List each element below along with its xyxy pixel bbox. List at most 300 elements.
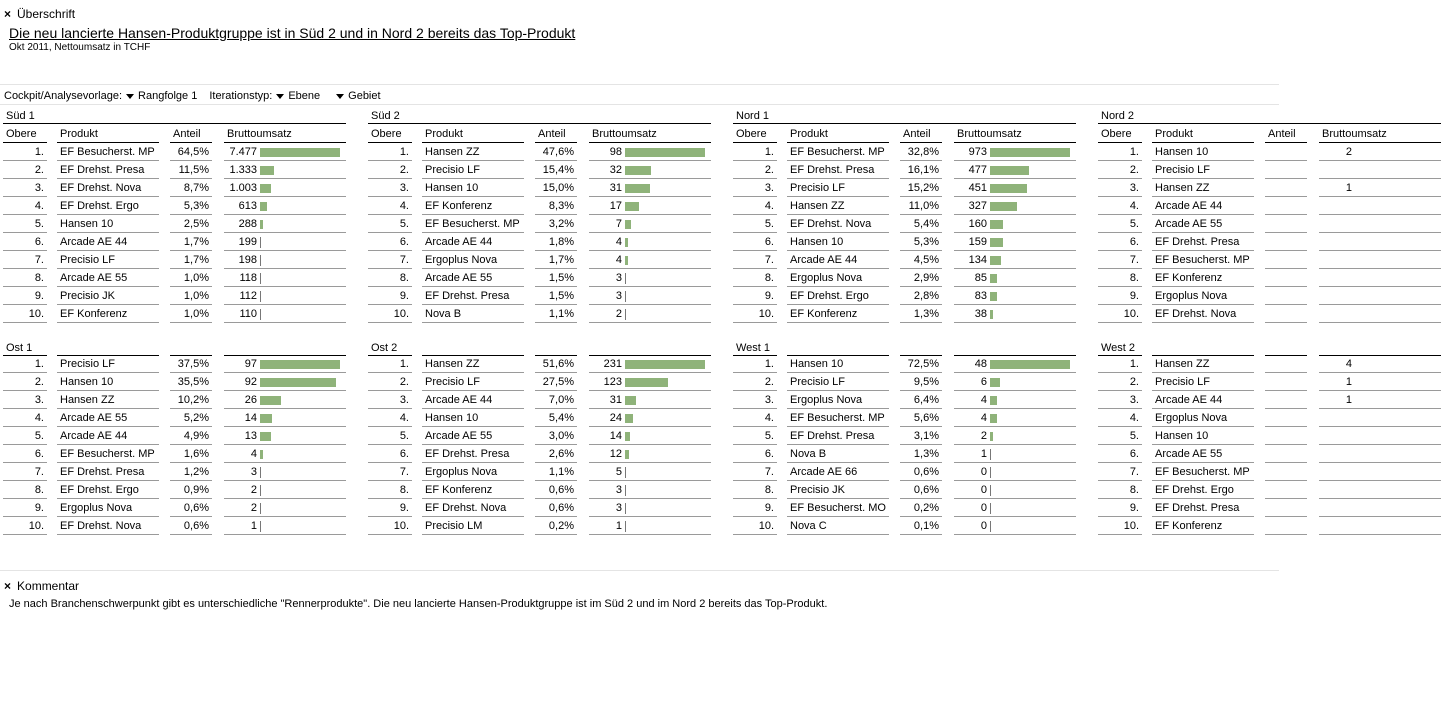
- product-cell[interactable]: Arcade AE 55: [57, 410, 159, 427]
- gross-cell: [589, 198, 711, 215]
- share-cell: [1265, 392, 1307, 409]
- product-cell[interactable]: Hansen 10: [422, 180, 524, 197]
- gross-cell: [224, 216, 346, 233]
- product-cell[interactable]: Arcade AE 44: [422, 392, 524, 409]
- share-cell: [1265, 410, 1307, 427]
- gross-value: 1: [615, 520, 622, 532]
- gross-value: 5: [615, 466, 622, 478]
- share-cell: 64,5%: [170, 144, 212, 161]
- share-cell: 15,2%: [900, 180, 942, 197]
- gross-cell: [589, 252, 711, 269]
- gross-bar: [990, 432, 993, 441]
- gross-value: 2: [980, 430, 987, 442]
- gross-cell: [224, 518, 346, 535]
- product-cell[interactable]: EF Konferenz: [57, 306, 159, 323]
- product-cell[interactable]: Arcade AE 44: [1152, 198, 1254, 215]
- product-cell[interactable]: Hansen ZZ: [422, 144, 524, 161]
- rank-cell: 10.: [3, 306, 47, 323]
- gross-bar: [990, 396, 997, 405]
- gross-bar: [260, 360, 340, 369]
- product-cell[interactable]: Hansen ZZ: [1152, 180, 1254, 197]
- region-title: Nord 2: [1101, 110, 1135, 122]
- share-cell: 5,3%: [170, 198, 212, 215]
- gross-cell: [589, 464, 711, 481]
- gross-cell: [589, 144, 711, 161]
- gross-cell: [589, 482, 711, 499]
- product-cell[interactable]: Arcade AE 44: [422, 234, 524, 251]
- gross-bar: [625, 503, 626, 514]
- column-header-gross[interactable]: Bruttoumsatz: [589, 126, 711, 143]
- gross-value: 26: [244, 394, 257, 406]
- rank-cell: 6.: [3, 446, 47, 463]
- product-cell[interactable]: Precisio LM: [422, 518, 524, 535]
- product-cell[interactable]: Hansen 10: [422, 410, 524, 427]
- close-icon[interactable]: ×: [4, 7, 12, 21]
- gross-cell: [1319, 518, 1441, 535]
- product-cell[interactable]: Hansen ZZ: [57, 392, 159, 409]
- gross-cell: [224, 446, 346, 463]
- region-underline: [733, 123, 1076, 124]
- product-cell[interactable]: Nova C: [787, 518, 889, 535]
- share-cell: [1265, 446, 1307, 463]
- gross-cell: [224, 162, 346, 179]
- close-icon[interactable]: ×: [4, 579, 12, 593]
- gross-cell: [224, 356, 346, 373]
- product-cell[interactable]: Nova B: [787, 446, 889, 463]
- product-cell[interactable]: Precisio LF: [422, 374, 524, 391]
- region-title: Ost 2: [371, 342, 398, 354]
- gross-cell: [589, 428, 711, 445]
- product-cell[interactable]: Ergoplus Nova: [787, 392, 889, 409]
- gross-cell: [224, 306, 346, 323]
- share-cell: 0,2%: [900, 500, 942, 517]
- product-cell[interactable]: EF Besucherst. MO: [787, 500, 889, 517]
- gross-bar: [625, 360, 705, 369]
- rank-cell: 3.: [733, 180, 777, 197]
- gross-value: 451: [968, 182, 987, 194]
- gross-cell: [1319, 392, 1441, 409]
- gross-value: 1: [1345, 394, 1352, 406]
- comment-section-header: [4, 579, 79, 593]
- share-cell: 2,5%: [170, 216, 212, 233]
- template-value[interactable]: Rangfolge 1: [138, 90, 198, 102]
- product-cell[interactable]: Hansen 10: [57, 216, 159, 233]
- product-cell[interactable]: Precisio JK: [57, 288, 159, 305]
- product-cell[interactable]: EF Besucherst. MP: [422, 216, 524, 233]
- rank-cell: 1.: [733, 144, 777, 161]
- rank-cell: 3.: [1098, 392, 1142, 409]
- share-cell: 1,1%: [535, 306, 577, 323]
- gross-value: 85: [974, 272, 987, 284]
- product-cell[interactable]: EF Drehst. Presa: [422, 288, 524, 305]
- region-title: West 2: [1101, 342, 1136, 354]
- gross-cell: [224, 144, 346, 161]
- product-cell[interactable]: Ergoplus Nova: [1152, 410, 1254, 427]
- share-cell: 3,0%: [535, 428, 577, 445]
- product-cell[interactable]: EF Drehst. Nova: [422, 500, 524, 517]
- product-cell[interactable]: Arcade AE 44: [57, 234, 159, 251]
- region-title: Ost 1: [6, 342, 33, 354]
- gross-cell: [1319, 180, 1441, 197]
- product-cell[interactable]: Ergoplus Nova: [422, 252, 524, 269]
- share-cell: [1265, 180, 1307, 197]
- rank-cell: 2.: [368, 162, 412, 179]
- share-cell: 5,4%: [900, 216, 942, 233]
- product-cell[interactable]: Precisio LF: [57, 356, 159, 373]
- gross-bar: [625, 184, 650, 193]
- gross-bar: [260, 148, 340, 157]
- column-header-rank[interactable]: Obere: [1098, 126, 1142, 143]
- gross-bar: [260, 255, 261, 266]
- share-cell: 1,0%: [170, 270, 212, 287]
- gross-cell: [1319, 410, 1441, 427]
- gross-value: 24: [609, 412, 622, 424]
- share-cell: [1265, 198, 1307, 215]
- gross-cell: [954, 464, 1076, 481]
- column-header-product[interactable]: Produkt: [57, 126, 159, 143]
- share-cell: 35,5%: [170, 374, 212, 391]
- product-cell[interactable]: Arcade AE 55: [422, 428, 524, 445]
- share-cell: [1265, 270, 1307, 287]
- rank-cell: 4.: [3, 198, 47, 215]
- gross-bar: [990, 148, 1070, 157]
- rank-cell: 9.: [368, 288, 412, 305]
- product-cell[interactable]: Hansen ZZ: [422, 356, 524, 373]
- product-cell[interactable]: EF Konferenz: [1152, 518, 1254, 535]
- share-cell: 1,7%: [170, 252, 212, 269]
- gross-cell: [589, 216, 711, 233]
- gross-value: 4: [980, 394, 987, 406]
- product-cell[interactable]: EF Besucherst. MP: [1152, 464, 1254, 481]
- gross-bar: [260, 503, 261, 514]
- region-underline: [3, 123, 346, 124]
- gross-bar: [625, 220, 631, 229]
- gross-cell: [1319, 500, 1441, 517]
- product-cell[interactable]: Precisio LF: [422, 162, 524, 179]
- column-header-product[interactable]: Produkt: [422, 126, 524, 143]
- column-header-rank[interactable]: Obere: [3, 126, 47, 143]
- product-cell[interactable]: EF Besucherst. MP: [787, 144, 889, 161]
- dimension-value[interactable]: Gebiet: [348, 90, 381, 102]
- gross-cell: [224, 234, 346, 251]
- column-header-gross[interactable]: Bruttoumsatz: [224, 126, 346, 143]
- share-cell: 5,3%: [900, 234, 942, 251]
- rank-cell: 1.: [1098, 144, 1142, 161]
- gross-cell: [954, 234, 1076, 251]
- product-cell[interactable]: EF Konferenz: [787, 306, 889, 323]
- product-cell[interactable]: EF Drehst. Presa: [57, 464, 159, 481]
- product-cell[interactable]: Precisio JK: [787, 482, 889, 499]
- column-header-product[interactable]: Produkt: [787, 126, 889, 143]
- divider: [0, 570, 1279, 571]
- divider: [0, 104, 1279, 105]
- gross-cell: [589, 270, 711, 287]
- rank-cell: 7.: [368, 464, 412, 481]
- gross-cell: [589, 374, 711, 391]
- product-cell[interactable]: Hansen 10: [787, 356, 889, 373]
- rank-cell: 10.: [733, 306, 777, 323]
- gross-value: 477: [968, 164, 987, 176]
- gross-cell: [224, 198, 346, 215]
- share-cell: 0,6%: [535, 482, 577, 499]
- product-cell[interactable]: EF Drehst. Ergo: [57, 198, 159, 215]
- rank-cell: 8.: [1098, 270, 1142, 287]
- gross-cell: [1319, 144, 1441, 161]
- share-cell: [1265, 252, 1307, 269]
- gross-cell: [954, 392, 1076, 409]
- column-header-share[interactable]: Anteil: [535, 126, 577, 143]
- rank-cell: 2.: [1098, 374, 1142, 391]
- product-cell[interactable]: EF Drehst. Nova: [787, 216, 889, 233]
- gross-bar: [990, 292, 997, 301]
- product-cell[interactable]: Arcade AE 66: [787, 464, 889, 481]
- gross-value: 2: [1345, 146, 1352, 158]
- product-cell[interactable]: EF Drehst. Presa: [57, 162, 159, 179]
- product-cell[interactable]: Hansen 10: [1152, 144, 1254, 161]
- gross-cell: [954, 306, 1076, 323]
- gross-value: 198: [238, 254, 257, 266]
- product-cell[interactable]: Ergoplus Nova: [422, 464, 524, 481]
- product-cell[interactable]: Precisio LF: [57, 252, 159, 269]
- rank-cell: 10.: [3, 518, 47, 535]
- product-cell[interactable]: EF Drehst. Presa: [422, 446, 524, 463]
- product-cell[interactable]: Arcade AE 55: [422, 270, 524, 287]
- product-cell[interactable]: EF Drehst. Ergo: [57, 482, 159, 499]
- product-cell[interactable]: EF Drehst. Presa: [1152, 234, 1254, 251]
- product-cell[interactable]: EF Drehst. Nova: [57, 180, 159, 197]
- product-cell[interactable]: Nova B: [422, 306, 524, 323]
- gross-value: 1: [1345, 182, 1352, 194]
- column-header-share[interactable]: Anteil: [900, 126, 942, 143]
- filter-bar: [4, 90, 381, 102]
- iteration-value[interactable]: Ebene: [288, 90, 321, 102]
- page-title[interactable]: Die neu lancierte Hansen-Produktgruppe ist in Süd 2 und in Nord 2 bereits das Top-Produkt: [9, 25, 576, 41]
- gross-bar: [625, 414, 633, 423]
- gross-cell: [1319, 270, 1441, 287]
- column-header-share[interactable]: Anteil: [170, 126, 212, 143]
- gross-cell: [954, 288, 1076, 305]
- product-cell[interactable]: Arcade AE 44: [1152, 392, 1254, 409]
- product-cell[interactable]: Precisio LF: [1152, 374, 1254, 391]
- product-cell[interactable]: EF Konferenz: [422, 482, 524, 499]
- gross-cell: [589, 288, 711, 305]
- gross-value: 160: [968, 218, 987, 230]
- rank-cell: 5.: [733, 428, 777, 445]
- dimension-dropdown-icon[interactable]: [336, 94, 344, 99]
- heading-section-header: [4, 7, 75, 21]
- rank-cell: 5.: [1098, 216, 1142, 233]
- rank-cell: 9.: [1098, 288, 1142, 305]
- share-cell: 8,7%: [170, 180, 212, 197]
- product-cell[interactable]: Ergoplus Nova: [1152, 288, 1254, 305]
- gross-cell: [1319, 216, 1441, 233]
- gross-value: 1: [1345, 376, 1352, 388]
- gross-cell: [1319, 306, 1441, 323]
- column-header-rank[interactable]: Obere: [733, 126, 777, 143]
- gross-value: 110: [239, 308, 257, 320]
- rank-cell: 2.: [733, 374, 777, 391]
- gross-bar: [625, 202, 639, 211]
- product-cell[interactable]: Arcade AE 55: [1152, 446, 1254, 463]
- product-cell[interactable]: EF Drehst. Presa: [787, 162, 889, 179]
- gross-bar: [625, 148, 705, 157]
- share-cell: 47,6%: [535, 144, 577, 161]
- rank-cell: 3.: [3, 180, 47, 197]
- share-cell: 1,7%: [170, 234, 212, 251]
- share-cell: 0,2%: [535, 518, 577, 535]
- gross-cell: [589, 234, 711, 251]
- share-cell: 1,0%: [170, 306, 212, 323]
- column-header-share[interactable]: Anteil: [1265, 126, 1307, 143]
- product-cell[interactable]: Precisio LF: [787, 180, 889, 197]
- rank-cell: 6.: [1098, 446, 1142, 463]
- page-subtitle: Okt 2011, Nettoumsatz in TCHF: [9, 42, 151, 53]
- gross-bar: [625, 396, 636, 405]
- rank-cell: 4.: [368, 198, 412, 215]
- gross-value: 38: [974, 308, 987, 320]
- gross-cell: [224, 270, 346, 287]
- share-cell: 2,6%: [535, 446, 577, 463]
- rank-cell: 4.: [1098, 410, 1142, 427]
- iteration-dropdown-icon[interactable]: [276, 94, 284, 99]
- rank-cell: 4.: [733, 410, 777, 427]
- gross-value: 12: [609, 448, 622, 460]
- column-header-gross[interactable]: Bruttoumsatz: [954, 126, 1076, 143]
- product-cell[interactable]: EF Besucherst. MP: [1152, 252, 1254, 269]
- product-cell[interactable]: EF Drehst. Nova: [57, 518, 159, 535]
- gross-bar: [260, 432, 271, 441]
- gross-cell: [954, 428, 1076, 445]
- product-cell[interactable]: EF Besucherst. MP: [57, 446, 159, 463]
- product-cell[interactable]: EF Besucherst. MP: [57, 144, 159, 161]
- product-cell[interactable]: EF Drehst. Presa: [1152, 500, 1254, 517]
- product-cell[interactable]: EF Drehst. Presa: [787, 428, 889, 445]
- share-cell: 1,2%: [170, 464, 212, 481]
- comment-text: Je nach Branchenschwerpunkt gibt es unterschiedliche "Rennerprodukte". Die neu lancierte Hansen-Produktgruppe ist im Süd 2 und im Nord 2 bereits das Top-Produkt.: [9, 598, 828, 610]
- product-cell[interactable]: Hansen 10: [1152, 428, 1254, 445]
- product-cell[interactable]: Precisio LF: [1152, 162, 1254, 179]
- rank-cell: 6.: [1098, 234, 1142, 251]
- gross-cell: [954, 198, 1076, 215]
- share-cell: 0,6%: [170, 500, 212, 517]
- rank-cell: 5.: [1098, 428, 1142, 445]
- share-cell: [1265, 356, 1307, 373]
- column-header-rank[interactable]: Obere: [368, 126, 412, 143]
- product-cell[interactable]: Ergoplus Nova: [787, 270, 889, 287]
- share-cell: 7,0%: [535, 392, 577, 409]
- rank-cell: 2.: [3, 374, 47, 391]
- gross-cell: [224, 464, 346, 481]
- divider: [0, 84, 1279, 85]
- rank-cell: 1.: [368, 144, 412, 161]
- rank-cell: 3.: [3, 392, 47, 409]
- column-header-product[interactable]: Produkt: [1152, 126, 1254, 143]
- share-cell: [1265, 482, 1307, 499]
- gross-value: 1.333: [229, 164, 257, 176]
- gross-value: 112: [239, 290, 257, 302]
- rank-cell: 6.: [3, 234, 47, 251]
- gross-bar: [990, 256, 1001, 265]
- column-header-gross[interactable]: Bruttoumsatz: [1319, 126, 1441, 143]
- rank-cell: 8.: [3, 482, 47, 499]
- share-cell: 4,9%: [170, 428, 212, 445]
- product-cell[interactable]: EF Konferenz: [422, 198, 524, 215]
- rank-cell: 4.: [3, 410, 47, 427]
- gross-bar: [625, 273, 626, 284]
- rank-cell: 10.: [1098, 518, 1142, 535]
- region-title: Nord 1: [736, 110, 770, 122]
- share-cell: 1,5%: [535, 288, 577, 305]
- gross-cell: [954, 374, 1076, 391]
- rank-cell: 7.: [3, 464, 47, 481]
- product-cell[interactable]: EF Drehst. Ergo: [787, 288, 889, 305]
- gross-value: 7.477: [229, 146, 257, 158]
- share-cell: 72,5%: [900, 356, 942, 373]
- product-cell[interactable]: Hansen 10: [787, 234, 889, 251]
- share-cell: 3,1%: [900, 428, 942, 445]
- rank-cell: 1.: [3, 356, 47, 373]
- gross-cell: [954, 252, 1076, 269]
- product-cell[interactable]: EF Konferenz: [1152, 270, 1254, 287]
- gross-bar: [625, 238, 628, 247]
- product-cell[interactable]: Hansen ZZ: [787, 198, 889, 215]
- rank-cell: 9.: [3, 288, 47, 305]
- rank-cell: 10.: [368, 518, 412, 535]
- product-cell[interactable]: Arcade AE 44: [787, 252, 889, 269]
- share-cell: 0,1%: [900, 518, 942, 535]
- template-label: Cockpit/Analysevorlage:: [4, 90, 123, 102]
- gross-bar: [625, 485, 626, 496]
- product-cell[interactable]: EF Drehst. Ergo: [1152, 482, 1254, 499]
- share-cell: [1265, 144, 1307, 161]
- product-cell[interactable]: Hansen ZZ: [1152, 356, 1254, 373]
- gross-bar: [260, 309, 261, 320]
- share-cell: 0,9%: [170, 482, 212, 499]
- gross-cell: [1319, 198, 1441, 215]
- gross-value: 159: [968, 236, 987, 248]
- region-title: Süd 1: [6, 110, 35, 122]
- rank-cell: 5.: [3, 216, 47, 233]
- gross-value: 288: [238, 218, 257, 230]
- product-cell[interactable]: Hansen 10: [57, 374, 159, 391]
- share-cell: [1265, 374, 1307, 391]
- share-cell: [1265, 162, 1307, 179]
- share-cell: [1265, 216, 1307, 233]
- gross-cell: [589, 356, 711, 373]
- gross-cell: [224, 180, 346, 197]
- product-cell[interactable]: Arcade AE 55: [57, 270, 159, 287]
- product-cell[interactable]: Precisio LF: [787, 374, 889, 391]
- product-cell[interactable]: Ergoplus Nova: [57, 500, 159, 517]
- product-cell[interactable]: Arcade AE 55: [1152, 216, 1254, 233]
- product-cell[interactable]: EF Besucherst. MP: [787, 410, 889, 427]
- gross-value: 134: [968, 254, 987, 266]
- share-cell: 5,4%: [535, 410, 577, 427]
- gross-cell: [954, 518, 1076, 535]
- gross-value: 0: [980, 484, 987, 496]
- rank-cell: 4.: [1098, 198, 1142, 215]
- share-cell: 8,3%: [535, 198, 577, 215]
- gross-bar: [990, 220, 1003, 229]
- rank-cell: 1.: [3, 144, 47, 161]
- rank-cell: 9.: [733, 500, 777, 517]
- template-dropdown-icon[interactable]: [126, 94, 134, 99]
- gross-cell: [1319, 482, 1441, 499]
- product-cell[interactable]: EF Drehst. Nova: [1152, 306, 1254, 323]
- region-underline: [368, 123, 711, 124]
- product-cell[interactable]: Arcade AE 44: [57, 428, 159, 445]
- rank-cell: 7.: [1098, 464, 1142, 481]
